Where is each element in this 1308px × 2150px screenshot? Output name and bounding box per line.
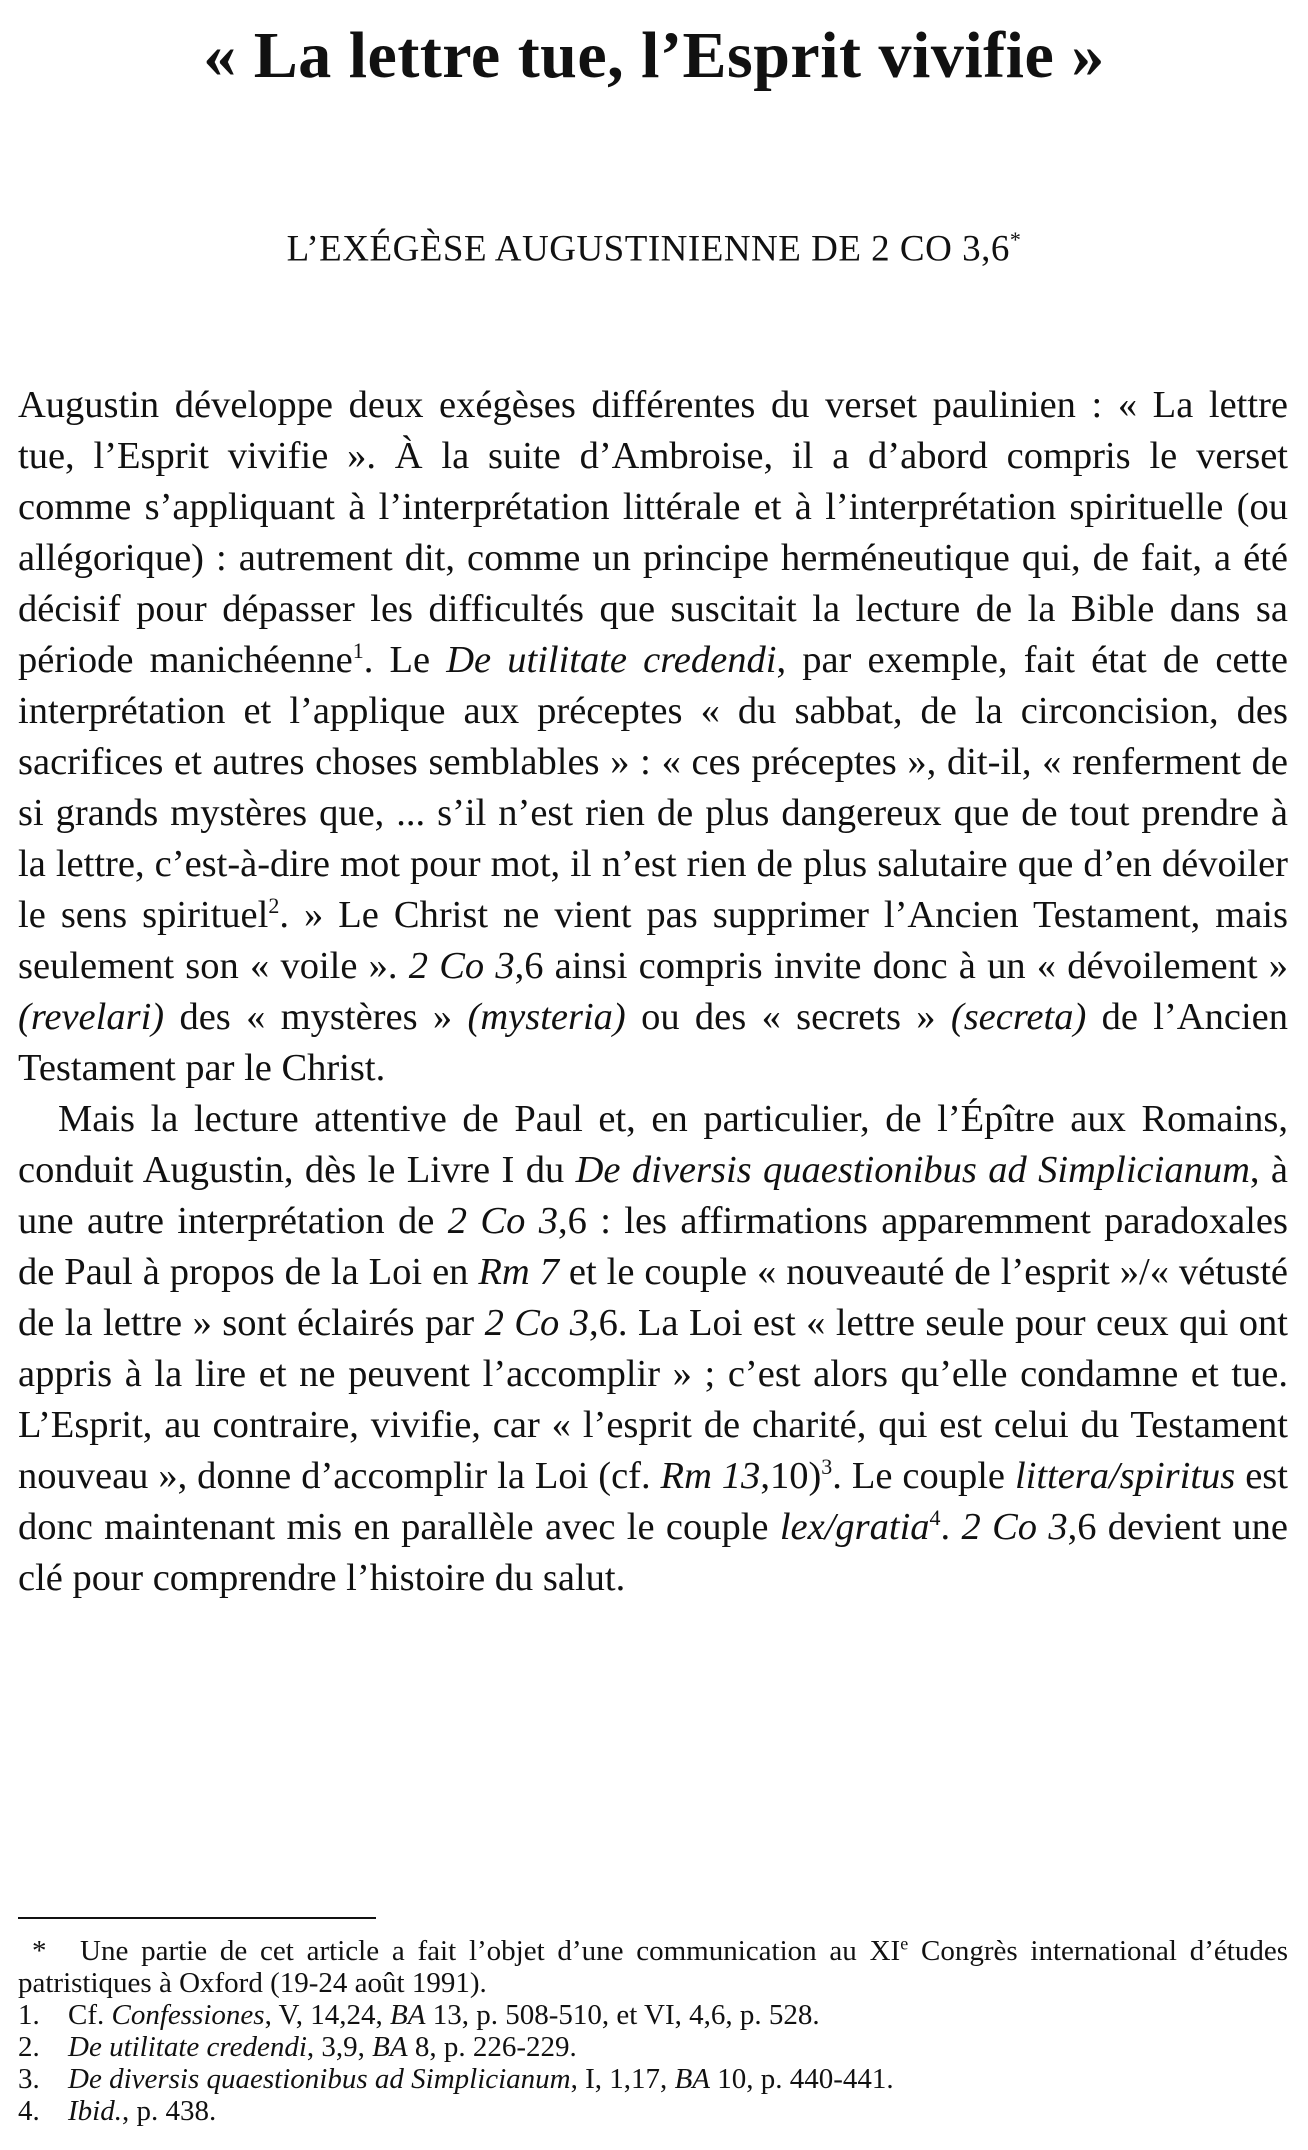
paragraph-1 — [18, 380, 1288, 1094]
article-title: « La lettre tue, l’Esprit vivifie » — [203, 19, 1105, 92]
subtitle-text: L’EXÉGÈSE AUGUSTINIENNE DE 2 CO 3,6 — [286, 228, 1010, 270]
text-run: . Le — [363, 639, 447, 681]
footnote-ref-4: 4 — [929, 1505, 941, 1531]
text-run: de l’Ancien Testament par le Christ. — [18, 996, 1288, 1089]
text-run: , V, 14,24, — [264, 1999, 390, 2031]
italic-run: BA — [372, 2031, 408, 2063]
italic-run: BA — [390, 1999, 426, 2031]
italic-run: 2 Co 3 — [961, 1506, 1068, 1548]
footnote-number: 4. — [18, 2095, 40, 2127]
italic-run: 2 Co 3 — [484, 1302, 589, 1344]
footnote-separator — [18, 1917, 376, 1919]
footnote-1 — [18, 1999, 1288, 2031]
italic-run: 2 Co 3 — [408, 945, 515, 987]
subtitle-footnote-mark: * — [1009, 227, 1022, 252]
footnote-2 — [18, 2031, 1288, 2063]
footnote-mark: * — [32, 1935, 47, 1967]
italic-run: (secreta) — [950, 996, 1087, 1038]
text-run: 13, p. 508-510, et VI, 4,6, p. 528. — [425, 1999, 820, 2031]
italic-run: De utilitate credendi — [446, 639, 777, 681]
footnote-ref-3: 3 — [821, 1454, 833, 1480]
text-run: . — [940, 1506, 962, 1548]
text-run: est donc maintenant mis en parallèle avec le couple — [18, 1455, 1288, 1548]
text-run: ,6. La Loi est « lettre seule pour ceux qui ont appris à la lire et ne peuvent l’accomplir » ; c’est alors qu’elle condamne et tue. L’Esprit, au contraire, vivifie, car « l’esprit de charité, qui est celui du Testament nouveau », donne d’accomplir la Loi (cf. — [18, 1302, 1288, 1497]
text-run: Une partie de cet article a fait l’objet d’une communication au XI — [80, 1935, 901, 1967]
italic-run: (revelari) — [18, 996, 165, 1038]
text-run: , 3,9, — [306, 2031, 373, 2063]
text-run: ou des « secrets » — [625, 996, 951, 1038]
text-run: , par exemple, fait état de cette interprétation et l’applique aux préceptes « du sabbat, de la circoncision, des sacrifices et autres choses semblables » : « ces préceptes », dit-il, « renferment de si grands mystères que, ... s’il n’est rien de plus dangereux que de tout prendre à la lettre, c’est-à-dire mot pour mot, il n’est rien de plus salutaire que d’en dévoiler le sens spirituel — [18, 639, 1288, 936]
article-body — [18, 380, 1288, 1604]
text-run: . Le couple — [832, 1455, 1015, 1497]
text-run: 8, p. 226-229. — [407, 2031, 577, 2063]
text-run: Congrès international d’études patristiques à Oxford (19-24 août 1991). — [18, 1935, 1288, 1999]
text-run: ,6 : les affirmations apparemment paradoxales de Paul à propos de la Loi en — [18, 1200, 1288, 1293]
footnotes — [18, 1935, 1288, 2127]
footnote-star — [18, 1935, 1288, 1999]
italic-run: littera/spiritus — [1014, 1455, 1236, 1497]
paragraph-2 — [18, 1094, 1288, 1604]
footnote-4 — [18, 2095, 1288, 2127]
text-run: ,10) — [760, 1455, 822, 1497]
text-run: des « mystères » — [164, 996, 468, 1038]
italic-run: De utilitate credendi — [68, 2031, 307, 2063]
footnote-number: 1. — [18, 1999, 40, 2031]
superscript: e — [900, 1933, 909, 1954]
italic-run: Rm 13 — [660, 1455, 761, 1497]
text-run: Cf. — [68, 1999, 112, 2031]
italic-run: 2 Co 3 — [447, 1200, 558, 1242]
footnote-ref-1: 1 — [352, 638, 364, 664]
italic-run: (mysteria) — [467, 996, 626, 1038]
footnote-ref-2: 2 — [268, 893, 280, 919]
text-run: Augustin développe deux exégèses différentes du verset paulinien : « La lettre tue, l’Esprit vivifie ». À la suite d’Ambroise, il a d’abord compris le verset comme s’appliquant à l’interprétation littérale et à l’interprétation spirituelle (ou allégorique) : autrement dit, comme un principe herméneutique qui, de fait, a été décisif pour dépasser les difficultés que suscitait la lecture de la Bible dans sa période manichéenne — [18, 384, 1288, 681]
text-run: , I, 1,17, — [570, 2063, 675, 2095]
italic-run: De diversis quaestionibus ad Simplicianum — [575, 1149, 1250, 1191]
italic-run: Confessiones — [111, 1999, 265, 2031]
italic-run: lex/gratia — [779, 1506, 930, 1548]
article-subtitle — [0, 227, 1308, 270]
text-run: , p. 438. — [121, 2095, 217, 2127]
text-run: Mais la lecture attentive de Paul et, en particulier, de l’Épître aux Romains, conduit Augustin, dès le Livre I du — [18, 1098, 1288, 1191]
italic-run: De diversis quaestionibus ad Simplicianum — [68, 2063, 571, 2095]
footnote-number: 2. — [18, 2031, 40, 2063]
text-run: ,6 ainsi compris invite donc à un « dévoilement » — [514, 945, 1289, 987]
italic-run: Rm 7 — [478, 1251, 559, 1293]
italic-run: Ibid. — [68, 2095, 122, 2127]
italic-run: BA — [674, 2063, 710, 2095]
text-run: . » Le Christ ne vient pas supprimer l’Ancien Testament, mais seulement son « voile ». — [18, 894, 1288, 987]
text-run: 10, p. 440-441. — [710, 2063, 894, 2095]
text-run: ,6 devient une clé pour comprendre l’histoire du salut. — [18, 1506, 1288, 1599]
text-run: et le couple « nouveauté de l’esprit »/« vétusté de la lettre » sont éclairés par — [18, 1251, 1288, 1344]
footnote-number: 3. — [18, 2063, 40, 2095]
text-run: , à une autre interprétation de — [18, 1149, 1288, 1242]
footnote-3 — [18, 2063, 1288, 2095]
